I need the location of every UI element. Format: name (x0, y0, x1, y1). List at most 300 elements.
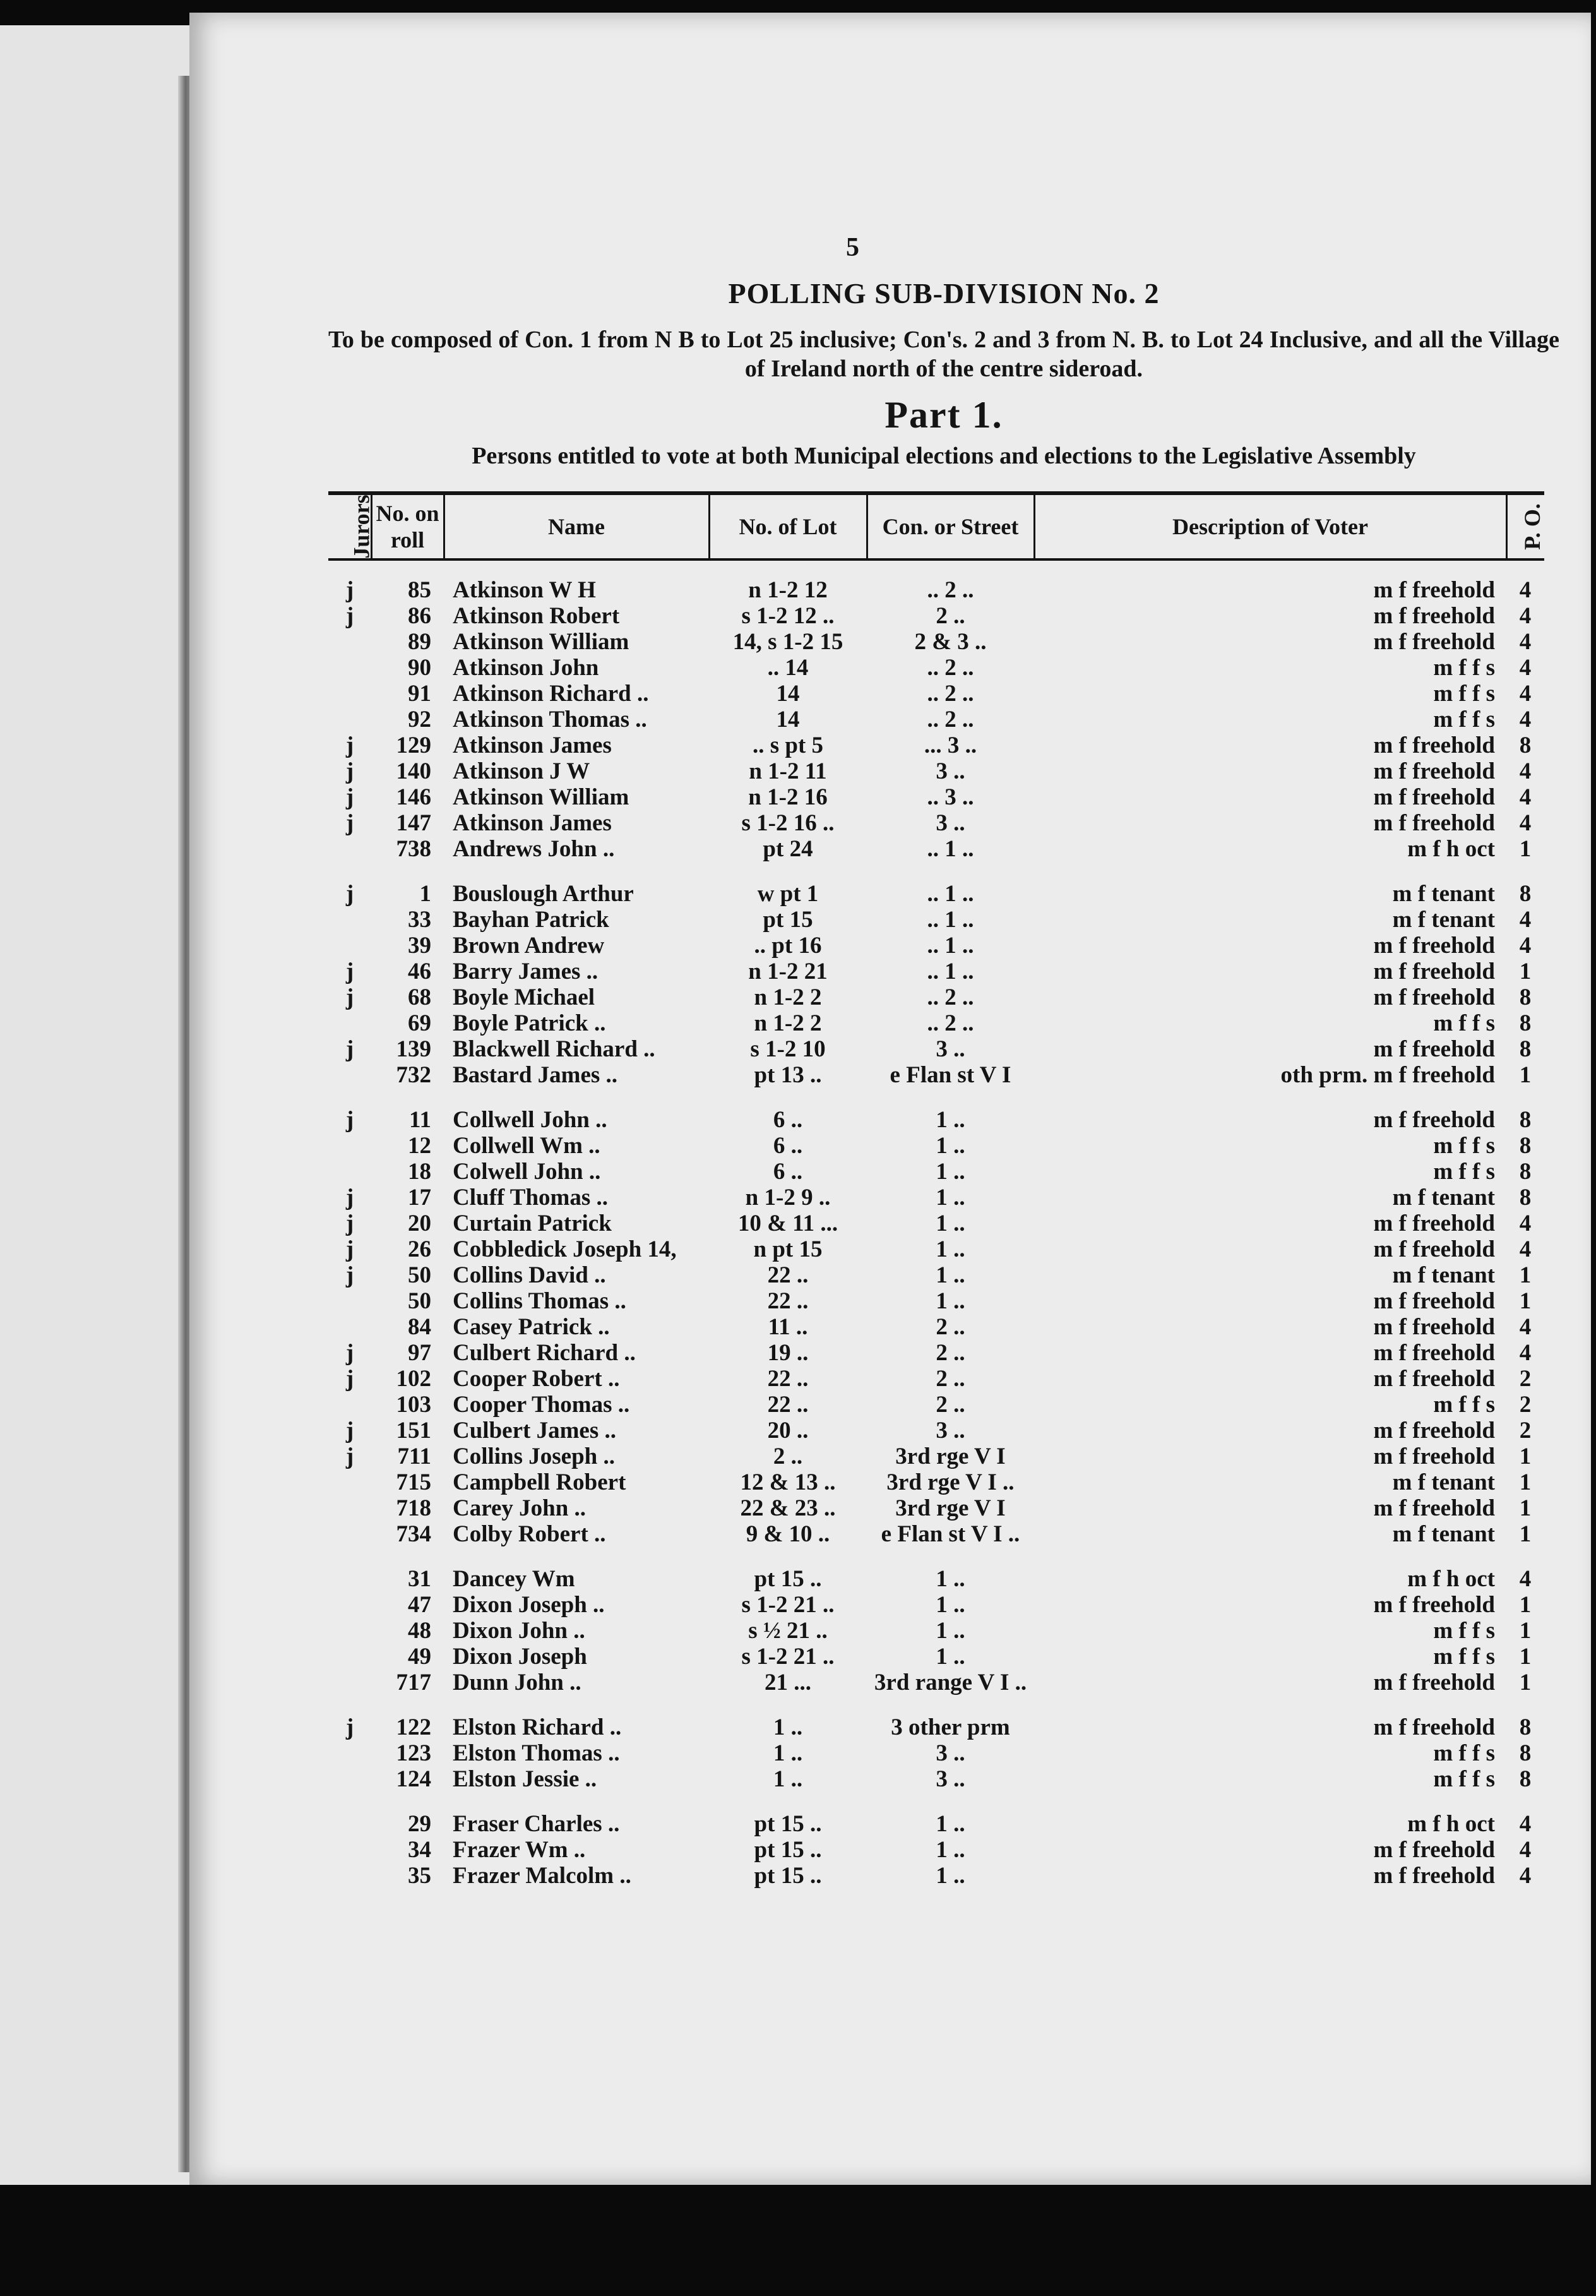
table-row (328, 1211, 1544, 1236)
voter-description: m f f s (1433, 655, 1495, 681)
voter-description: m f tenant (1392, 1469, 1495, 1495)
table-row (328, 959, 1544, 984)
concession-or-street: 1 .. (936, 1566, 965, 1592)
concession-or-street: .. 1 .. (927, 959, 974, 984)
post-office: 1 (1519, 1262, 1532, 1288)
voter-name: Dixon Joseph (453, 1644, 587, 1670)
juror-mark (328, 1592, 371, 1618)
lot-number: s 1-2 10 (750, 1036, 826, 1062)
post-office: 1 (1519, 1288, 1532, 1314)
table-row (328, 1185, 1544, 1211)
voter-name: Frazer Malcolm .. (453, 1863, 631, 1889)
lot-number: w pt 1 (757, 881, 819, 907)
table-row (328, 784, 1544, 810)
lot-number: n 1-2 9 .. (745, 1185, 831, 1211)
post-office: 4 (1519, 577, 1532, 603)
roll-number: 29 (408, 1811, 431, 1837)
voter-description: m f freehold (1373, 933, 1495, 959)
post-office: 2 (1519, 1392, 1532, 1418)
voter-description: m f f s (1433, 1392, 1495, 1418)
voter-description: m f f s (1433, 1618, 1495, 1644)
juror-mark: j (345, 732, 354, 758)
voter-description: m f freehold (1373, 1863, 1495, 1889)
table-row (328, 1010, 1544, 1036)
voter-description: m f f s (1433, 707, 1495, 732)
concession-or-street: 2 .. (936, 1366, 965, 1392)
concession-or-street: ... 3 .. (924, 732, 977, 758)
juror-mark: j (345, 1340, 354, 1366)
table-row (328, 1314, 1544, 1340)
table-row (328, 1366, 1544, 1392)
voter-description: m f freehold (1373, 1211, 1495, 1236)
post-office: 4 (1519, 784, 1532, 810)
post-office: 1 (1519, 1521, 1532, 1547)
voter-name: Campbell Robert (453, 1469, 626, 1495)
lot-number: n 1-2 11 (749, 758, 827, 784)
voter-name: Cluff Thomas .. (453, 1185, 609, 1211)
table-row (328, 1618, 1544, 1644)
table-row (328, 1288, 1544, 1314)
lot-number: s 1-2 16 .. (741, 810, 835, 836)
concession-or-street: .. 2 .. (927, 984, 974, 1010)
juror-mark: j (345, 1714, 354, 1740)
roll-number: 84 (408, 1314, 431, 1340)
voter-name: Culbert Richard .. (453, 1340, 636, 1366)
concession-or-street: 3 .. (936, 758, 965, 784)
table-row (328, 681, 1544, 707)
concession-or-street: 3 .. (936, 1740, 965, 1766)
lot-number: s 1-2 12 .. (741, 603, 835, 629)
post-office: 4 (1519, 907, 1532, 933)
roll-number: 102 (396, 1366, 431, 1392)
post-office: 8 (1519, 984, 1532, 1010)
table-row (328, 862, 1544, 907)
juror-mark (328, 933, 371, 959)
voter-name: Colwell John .. (453, 1159, 601, 1185)
post-office: 8 (1519, 1159, 1532, 1185)
voter-description: m f freehold (1373, 1288, 1495, 1314)
concession-or-street: 3 .. (936, 810, 965, 836)
post-office: 1 (1519, 1592, 1532, 1618)
lot-number: 14, s 1-2 15 (732, 629, 843, 655)
table-row (328, 1418, 1544, 1444)
lot-number: pt 15 .. (754, 1811, 822, 1837)
voter-description: m f freehold (1373, 603, 1495, 629)
juror-mark: j (345, 1262, 354, 1288)
lot-number: pt 15 .. (754, 1566, 822, 1592)
post-office: 8 (1519, 1766, 1532, 1792)
post-office: 4 (1519, 1211, 1532, 1236)
lot-number: 20 .. (767, 1418, 809, 1444)
table-row (328, 907, 1544, 933)
lot-number: 22 .. (767, 1288, 809, 1314)
voter-name: Colby Robert .. (453, 1521, 606, 1547)
post-office: 8 (1519, 1107, 1532, 1133)
roll-number: 86 (408, 603, 431, 629)
voter-name: Casey Patrick .. (453, 1314, 610, 1340)
voter-name: Elston Thomas .. (453, 1740, 620, 1766)
voter-description: m f h oct (1407, 836, 1495, 862)
voter-name: Bouslough Arthur (453, 881, 634, 907)
voter-name: Curtain Patrick (453, 1211, 612, 1236)
voter-name: Atkinson J W (453, 758, 590, 784)
table-row (328, 1670, 1544, 1695)
table-row (328, 1236, 1544, 1262)
roll-number: 11 (409, 1107, 431, 1133)
juror-mark (328, 1159, 371, 1185)
juror-mark: j (345, 1236, 354, 1262)
juror-mark (328, 1495, 371, 1521)
roll-number: 92 (408, 707, 431, 732)
juror-mark (328, 1133, 371, 1159)
lot-number: 1 .. (773, 1714, 803, 1740)
juror-mark: j (345, 603, 354, 629)
juror-mark (328, 629, 371, 655)
voter-name: Atkinson James (453, 732, 612, 758)
voter-name: Cobbledick Joseph 14, (453, 1236, 677, 1262)
table-row (328, 1592, 1544, 1618)
voter-description: m f tenant (1392, 1521, 1495, 1547)
voter-name: Dancey Wm (453, 1566, 575, 1592)
voter-name: Dixon John .. (453, 1618, 585, 1644)
concession-or-street: 1 .. (936, 1159, 965, 1185)
lot-number: 6 .. (773, 1159, 803, 1185)
post-office: 8 (1519, 1133, 1532, 1159)
table-row (328, 1644, 1544, 1670)
polling-subdivision-heading: POLLING SUB-DIVISION No. 2 (728, 277, 1160, 309)
juror-mark (328, 1837, 371, 1863)
lot-number: 22 .. (767, 1262, 809, 1288)
voter-name: Andrews John .. (453, 836, 615, 862)
voter-name: Frazer Wm .. (453, 1837, 586, 1863)
table-row (328, 1340, 1544, 1366)
voter-description: m f freehold (1373, 758, 1495, 784)
post-office: 1 (1519, 1644, 1532, 1670)
voter-description: m f f s (1433, 1159, 1495, 1185)
concession-or-street: e Flan st V I .. (881, 1521, 1020, 1547)
table-row (328, 1766, 1544, 1792)
document-page (189, 13, 1591, 2185)
voter-description: m f freehold (1373, 577, 1495, 603)
post-office: 8 (1519, 1714, 1532, 1740)
roll-number: 718 (396, 1495, 431, 1521)
post-office: 1 (1519, 959, 1532, 984)
voter-name: Atkinson William (453, 629, 629, 655)
lot-number: s 1-2 21 .. (741, 1592, 835, 1618)
concession-or-street: 3 other prm (891, 1714, 1010, 1740)
post-office: 4 (1519, 655, 1532, 681)
juror-mark: j (345, 758, 354, 784)
roll-number: 35 (408, 1863, 431, 1889)
lot-number: 6 .. (773, 1133, 803, 1159)
lot-number: s 1-2 21 .. (741, 1644, 835, 1670)
concession-or-street: e Flan st V I (890, 1062, 1011, 1088)
post-office: 4 (1519, 1340, 1532, 1366)
voter-name: Boyle Michael (453, 984, 595, 1010)
voter-description: m f f s (1433, 681, 1495, 707)
roll-number: 34 (408, 1837, 431, 1863)
voter-name: Collwell Wm .. (453, 1133, 600, 1159)
roll-number: 50 (408, 1288, 431, 1314)
table-row (328, 1469, 1544, 1495)
post-office: 4 (1519, 933, 1532, 959)
voter-description: m f freehold (1373, 984, 1495, 1010)
roll-number: 49 (408, 1644, 431, 1670)
juror-mark: j (345, 810, 354, 836)
voter-description: oth prm. m f freehold (1280, 1062, 1495, 1088)
juror-mark (328, 1644, 371, 1670)
roll-number: 12 (408, 1133, 431, 1159)
voter-name: Atkinson Robert (453, 603, 620, 629)
roll-number: 39 (408, 933, 431, 959)
juror-mark: j (345, 1107, 354, 1133)
post-office: 4 (1519, 681, 1532, 707)
concession-or-street: 3 .. (936, 1766, 965, 1792)
part-subtitle: Persons entitled to vote at both Municipal elections and elections to the Legislative Assembly (472, 443, 1416, 469)
juror-mark (328, 907, 371, 933)
voter-description: m f tenant (1392, 907, 1495, 933)
table-row (328, 603, 1544, 629)
concession-or-street: 1 .. (936, 1592, 965, 1618)
lot-number: 11 .. (768, 1314, 808, 1340)
juror-mark (328, 1740, 371, 1766)
voter-name: Fraser Charles .. (453, 1811, 620, 1837)
roll-number: 738 (396, 836, 431, 862)
lot-number: n 1-2 21 (748, 959, 828, 984)
roll-number: 46 (408, 959, 431, 984)
post-office: 4 (1519, 1811, 1532, 1837)
lot-number: pt 15 .. (754, 1863, 822, 1889)
juror-mark (328, 1469, 371, 1495)
lot-number: s ½ 21 .. (748, 1618, 828, 1644)
juror-mark: j (345, 984, 354, 1010)
voter-name: Bastard James .. (453, 1062, 618, 1088)
concession-or-street: .. 1 .. (927, 907, 974, 933)
roll-number: 146 (396, 784, 431, 810)
lot-number: 1 .. (773, 1766, 803, 1792)
juror-mark: j (345, 784, 354, 810)
voter-name: Atkinson W H (453, 577, 596, 603)
voter-description: m f h oct (1407, 1811, 1495, 1837)
roll-number: 18 (408, 1159, 431, 1185)
post-office: 2 (1519, 1366, 1532, 1392)
roll-number: 103 (396, 1392, 431, 1418)
subdivision-description: To be composed of Con. 1 from N B to Lot 25 inclusive; Con's. 2 and 3 from N. B. to Lot 24 Inclusive, and all the Village of Ireland north of the centre sideroad. (328, 326, 1559, 382)
voter-name: Elston Richard .. (453, 1714, 622, 1740)
juror-mark (328, 1314, 371, 1340)
juror-mark (328, 1521, 371, 1547)
voter-description: m f freehold (1373, 1837, 1495, 1863)
voter-name: Barry James .. (453, 959, 598, 984)
lot-number: 22 .. (767, 1366, 809, 1392)
voter-description: m f freehold (1373, 810, 1495, 836)
roll-number: 711 (397, 1444, 431, 1469)
table-row (328, 707, 1544, 732)
post-office: 1 (1519, 1495, 1532, 1521)
roll-number: 715 (396, 1469, 431, 1495)
lot-number: pt 15 (763, 907, 813, 933)
voter-description: m f freehold (1373, 629, 1495, 655)
concession-or-street: 1 .. (936, 1211, 965, 1236)
post-office: 4 (1519, 707, 1532, 732)
post-office: 4 (1519, 1566, 1532, 1592)
voter-description: m f freehold (1373, 1236, 1495, 1262)
concession-or-street: .. 3 .. (927, 784, 974, 810)
voter-name: Dixon Joseph .. (453, 1592, 605, 1618)
roll-number: 734 (396, 1521, 431, 1547)
concession-or-street: .. 2 .. (927, 1010, 974, 1036)
lot-number: n 1-2 12 (748, 577, 828, 603)
column-header-con: Con. or Street (867, 493, 1034, 559)
post-office: 1 (1519, 1469, 1532, 1495)
roll-number: 97 (408, 1340, 431, 1366)
table-row (328, 1547, 1544, 1592)
table-row (328, 1740, 1544, 1766)
roll-number: 147 (396, 810, 431, 836)
roll-number: 47 (408, 1592, 431, 1618)
concession-or-street: .. 2 .. (927, 681, 974, 707)
voter-description: m f h oct (1407, 1566, 1495, 1592)
lot-number: .. s pt 5 (752, 732, 824, 758)
post-office: 8 (1519, 1036, 1532, 1062)
voter-name: Collins Thomas .. (453, 1288, 626, 1314)
table-row (328, 1863, 1544, 1889)
voter-description: m f freehold (1373, 784, 1495, 810)
lot-number: 2 .. (773, 1444, 803, 1469)
concession-or-street: 1 .. (936, 1262, 965, 1288)
roll-number: 123 (396, 1740, 431, 1766)
concession-or-street: 3rd rge V I .. (886, 1469, 1015, 1495)
voter-name: Brown Andrew (453, 933, 605, 959)
column-header-description: Description of Voter (1034, 493, 1506, 559)
lot-number: n 1-2 2 (754, 984, 822, 1010)
voter-name: Atkinson James (453, 810, 612, 836)
roll-number: 85 (408, 577, 431, 603)
post-office: 4 (1519, 629, 1532, 655)
post-office: 4 (1519, 603, 1532, 629)
voter-description: m f f s (1433, 1740, 1495, 1766)
concession-or-street: 1 .. (936, 1107, 965, 1133)
table-row (328, 1392, 1544, 1418)
post-office: 1 (1519, 1062, 1532, 1088)
column-header-name: Name (444, 493, 709, 559)
juror-mark: j (345, 881, 354, 907)
roll-number: 26 (408, 1236, 431, 1262)
table-row (328, 559, 1544, 603)
juror-mark: j (345, 1366, 354, 1392)
part-title: Part 1. (884, 394, 1003, 436)
roll-number: 91 (408, 681, 431, 707)
voter-rows (328, 559, 1544, 1889)
concession-or-street: 2 .. (936, 1392, 965, 1418)
roll-number: 33 (408, 907, 431, 933)
concession-or-street: 1 .. (936, 1236, 965, 1262)
post-office: 1 (1519, 1618, 1532, 1644)
column-header-lot: No. of Lot (709, 493, 867, 559)
roll-number: 124 (396, 1766, 431, 1792)
concession-or-street: .. 2 .. (927, 655, 974, 681)
voter-name: Dunn John .. (453, 1670, 581, 1695)
juror-mark: j (345, 577, 354, 603)
voter-name: Elston Jessie .. (453, 1766, 597, 1792)
post-office: 1 (1519, 836, 1532, 862)
page-content (328, 221, 1559, 1889)
lot-number: n pt 15 (753, 1236, 823, 1262)
table-row (328, 1695, 1544, 1740)
juror-mark (328, 1392, 371, 1418)
juror-mark (328, 1670, 371, 1695)
column-header-po: P. O. (1506, 493, 1544, 559)
concession-or-street: 2 .. (936, 603, 965, 629)
voter-name: Culbert James .. (453, 1418, 616, 1444)
roll-number: 89 (408, 629, 431, 655)
voter-name: Atkinson Richard .. (453, 681, 649, 707)
voter-name: Atkinson William (453, 784, 629, 810)
voter-description: m f freehold (1373, 1444, 1495, 1469)
concession-or-street: 1 .. (936, 1837, 965, 1863)
roll-number: 31 (408, 1566, 431, 1592)
voter-description: m f freehold (1373, 959, 1495, 984)
table-row (328, 984, 1544, 1010)
concession-or-street: .. 2 .. (927, 707, 974, 732)
table-row (328, 758, 1544, 784)
concession-or-street: 1 .. (936, 1288, 965, 1314)
voter-description: m f freehold (1373, 1314, 1495, 1340)
voter-name: Collins David .. (453, 1262, 606, 1288)
table-row (328, 1133, 1544, 1159)
post-office: 4 (1519, 1863, 1532, 1889)
roll-number: 139 (396, 1036, 431, 1062)
column-header-roll: No. on roll (371, 493, 444, 559)
roll-number: 20 (408, 1211, 431, 1236)
roll-number: 151 (396, 1418, 431, 1444)
lot-number: 19 .. (767, 1340, 809, 1366)
juror-mark: j (345, 1444, 354, 1469)
juror-mark: j (345, 1418, 354, 1444)
juror-mark: j (345, 959, 354, 984)
lot-number: 6 .. (773, 1107, 803, 1133)
table-row (328, 629, 1544, 655)
lot-number: 21 ... (765, 1670, 811, 1695)
concession-or-street: .. 1 .. (927, 881, 974, 907)
table-row (328, 1262, 1544, 1288)
voter-name: Bayhan Patrick (453, 907, 609, 933)
post-office: 2 (1519, 1418, 1532, 1444)
roll-number: 732 (396, 1062, 431, 1088)
voter-description: m f freehold (1373, 1366, 1495, 1392)
table-row (328, 933, 1544, 959)
voter-description: m f freehold (1373, 1340, 1495, 1366)
concession-or-street: 3 .. (936, 1418, 965, 1444)
juror-mark: j (345, 1185, 354, 1211)
voter-description: m f freehold (1373, 1418, 1495, 1444)
roll-number: 1 (419, 881, 431, 907)
roll-number: 68 (408, 984, 431, 1010)
voter-description: m f freehold (1373, 1714, 1495, 1740)
concession-or-street: .. 1 .. (927, 836, 974, 862)
voter-name: Boyle Patrick .. (453, 1010, 606, 1036)
table-row (328, 1062, 1544, 1088)
voter-name: Atkinson Thomas .. (453, 707, 647, 732)
voter-name: Cooper Robert .. (453, 1366, 620, 1392)
concession-or-street: 3 .. (936, 1036, 965, 1062)
post-office: 4 (1519, 758, 1532, 784)
table-row (328, 1792, 1544, 1837)
roll-number: 717 (396, 1670, 431, 1695)
voter-name: Collwell John .. (453, 1107, 607, 1133)
lot-number: .. pt 16 (754, 933, 822, 959)
table-row (328, 655, 1544, 681)
